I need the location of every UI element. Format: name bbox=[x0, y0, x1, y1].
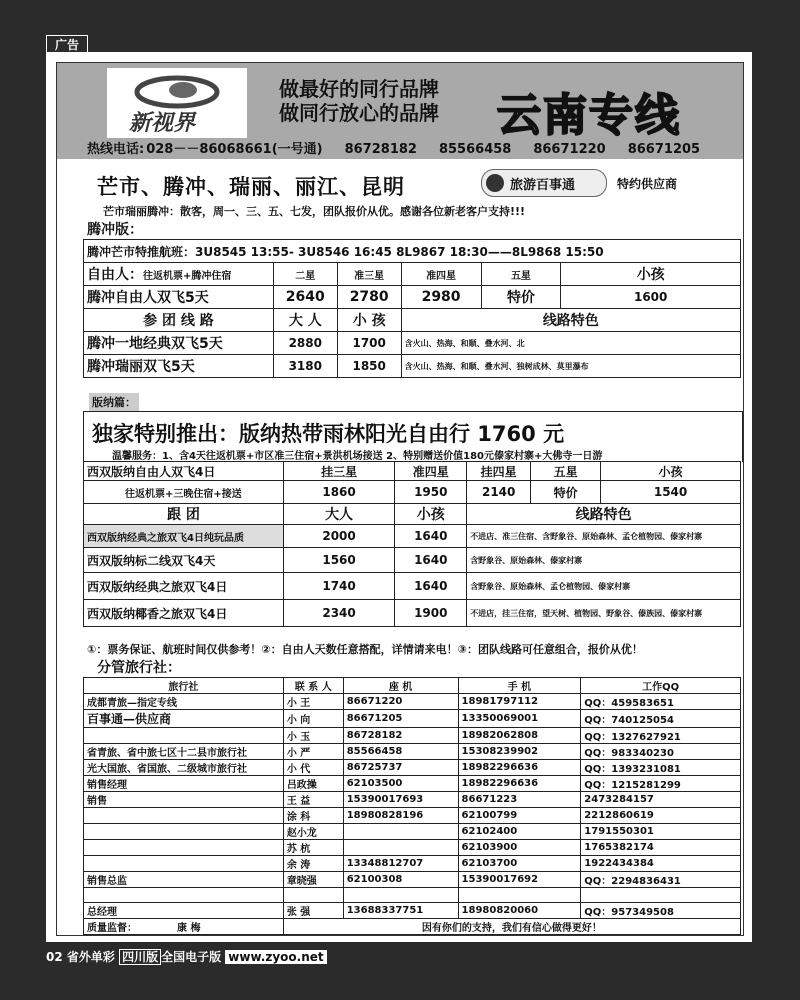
flight-info: 腾冲芒市特推航班：3U8545 13:55- 3U8546 16:45 8L9867 18:30——8L9868 15:50 bbox=[84, 240, 741, 263]
landline-cell: 86671220 bbox=[343, 694, 458, 710]
qq-cell: 2473284157 bbox=[581, 792, 741, 808]
price: 1540 bbox=[601, 481, 741, 504]
mobile-cell: 15390017692 bbox=[458, 872, 581, 888]
price: 1740 bbox=[283, 573, 395, 600]
agency-cell: 成都青旅—指定专线 bbox=[84, 694, 284, 710]
table-row bbox=[84, 808, 741, 824]
hotline bbox=[87, 138, 722, 157]
brand-title: 云南专线 bbox=[497, 90, 681, 141]
slogan-line-1: 做最好的同行品牌 bbox=[279, 77, 439, 101]
table-header: 挂三星 bbox=[283, 462, 395, 481]
agency-cell: 光大国旅、省国旅、二级城市旅行社 bbox=[84, 760, 284, 776]
brand-logo bbox=[107, 68, 247, 138]
route-feature: 不进店，挂三住宿，望天树、植物园、野象谷、傣族园、傣家村寨 bbox=[467, 600, 741, 627]
hotline-phone: 028－－86068661(一号通) bbox=[146, 142, 323, 157]
table-row bbox=[84, 776, 741, 792]
ad-tag: 广告 bbox=[46, 35, 88, 55]
qq-cell: 1922434384 bbox=[581, 856, 741, 872]
table-header: 线路特色 bbox=[467, 504, 741, 525]
price: 特价 bbox=[481, 286, 561, 309]
table-row bbox=[84, 710, 741, 728]
qq-cell: QQ：983340230 bbox=[581, 744, 741, 760]
header-banner bbox=[57, 63, 743, 159]
contact-cell: 张 强 bbox=[283, 903, 343, 919]
hotline-phone: 85566458 bbox=[438, 142, 512, 157]
logo-text: 新视界 bbox=[129, 110, 196, 136]
qq-cell: QQ：1215281299 bbox=[581, 776, 741, 792]
table-row bbox=[84, 548, 741, 573]
table-row bbox=[84, 309, 741, 332]
landline-cell bbox=[343, 824, 458, 840]
table-header: 准三星 bbox=[337, 263, 401, 286]
contact-cell: 赵小龙 bbox=[283, 824, 343, 840]
price: 1860 bbox=[283, 481, 395, 504]
table-header: 五星 bbox=[481, 263, 561, 286]
contact-cell: 余 涛 bbox=[283, 856, 343, 872]
promo-service: 温馨服务：1、含4天往返机票+市区准三住宿+景洪机场接送 2、特别赠送价值180元傣家村寨+大佛寺一日游 bbox=[112, 451, 603, 462]
table-header: 联 系 人 bbox=[283, 678, 343, 694]
agencies-table bbox=[83, 677, 741, 935]
landline-cell bbox=[343, 840, 458, 856]
mobile-cell: 62103900 bbox=[458, 840, 581, 856]
table-row bbox=[84, 462, 741, 481]
hotline-phone: 86671220 bbox=[533, 142, 606, 157]
contact-cell: 小 向 bbox=[283, 710, 343, 728]
table-row bbox=[84, 678, 741, 694]
price: 2980 bbox=[401, 286, 481, 309]
landline-cell: 62100308 bbox=[343, 872, 458, 888]
ad-page bbox=[46, 52, 752, 942]
route-feature: 不进店、准三住宿、含野象谷、原始森林、孟仑植物园、傣家村寨 bbox=[467, 525, 741, 548]
agency-cell: 销售经理 bbox=[84, 776, 284, 792]
price: 1600 bbox=[561, 286, 741, 309]
route-name: 西双版纳标二线双飞4天 bbox=[84, 548, 284, 573]
table-row bbox=[84, 694, 741, 710]
landline-cell: 85566458 bbox=[343, 744, 458, 760]
price: 3180 bbox=[273, 355, 337, 378]
free-label-cell bbox=[84, 263, 274, 286]
qq-cell: 1791550301 bbox=[581, 824, 741, 840]
table-header: 五星 bbox=[531, 462, 601, 481]
route-feature: 含野象谷、原始森林、孟仑植物园、傣家村寨 bbox=[467, 573, 741, 600]
hotline-label: 热线电话: bbox=[87, 142, 145, 157]
contact-cell: 吕政操 bbox=[283, 776, 343, 792]
contact-cell: 涂 科 bbox=[283, 808, 343, 824]
price: 1640 bbox=[395, 525, 467, 548]
price: 1900 bbox=[395, 600, 467, 627]
qq-cell: QQ：1327627921 bbox=[581, 728, 741, 744]
table-row bbox=[84, 888, 741, 903]
route-name: 腾冲一地经典双飞5天 bbox=[84, 332, 274, 355]
edition-label: 四川版 bbox=[119, 949, 161, 965]
table-row bbox=[84, 792, 741, 808]
table-header: 准四星 bbox=[401, 263, 481, 286]
qq-cell: 1765382174 bbox=[581, 840, 741, 856]
table-row bbox=[84, 573, 741, 600]
mobile-cell: 18980820060 bbox=[458, 903, 581, 919]
qq-cell bbox=[581, 888, 741, 903]
route-feature: 含火山、热海、和顺、叠水河、独树成林、莫里瀑布 bbox=[401, 355, 740, 378]
mobile-cell: 18982296636 bbox=[458, 760, 581, 776]
agency-cell bbox=[84, 728, 284, 744]
landline-cell: 86725737 bbox=[343, 760, 458, 776]
hotline-phone: 86728182 bbox=[344, 142, 417, 157]
table-row bbox=[84, 840, 741, 856]
route-feature: 含野象谷、原始森林、傣家村寨 bbox=[467, 548, 741, 573]
table-row bbox=[84, 760, 741, 776]
qq-cell: QQ：1393231081 bbox=[581, 760, 741, 776]
partner-logo-text: 旅游百事通 bbox=[510, 178, 576, 193]
table-header: 工作QQ bbox=[581, 678, 741, 694]
landline-cell: 15390017693 bbox=[343, 792, 458, 808]
table-header: 座 机 bbox=[343, 678, 458, 694]
landline-cell: 86728182 bbox=[343, 728, 458, 744]
landline-cell: 13688337751 bbox=[343, 903, 458, 919]
table-row bbox=[84, 872, 741, 888]
table-row bbox=[84, 481, 741, 504]
destinations: 芒市、腾冲、瑞丽、丽江、昆明 bbox=[97, 175, 405, 199]
table-row bbox=[84, 744, 741, 760]
route-name: 西双版纳经典之旅双飞4日 bbox=[84, 573, 284, 600]
banna-table bbox=[83, 461, 741, 627]
price: 1950 bbox=[395, 481, 467, 504]
supervisor-label: 质量监督： bbox=[87, 923, 137, 934]
mobile-cell: 18981797112 bbox=[458, 694, 581, 710]
table-header: 手 机 bbox=[458, 678, 581, 694]
agency-cell bbox=[84, 840, 284, 856]
contact-cell: 章晓强 bbox=[283, 872, 343, 888]
table-row bbox=[84, 856, 741, 872]
route-feature: 含火山、热海、和顺、叠水河、北 bbox=[401, 332, 740, 355]
partner-logo-icon bbox=[486, 174, 504, 192]
section-label-tengchong: 腾冲版： bbox=[87, 222, 143, 238]
contact-cell: 小 玉 bbox=[283, 728, 343, 744]
agency-cell: 销售总监 bbox=[84, 872, 284, 888]
tengchong-table bbox=[83, 239, 741, 378]
contact-cell: 小 代 bbox=[283, 760, 343, 776]
table-row bbox=[84, 903, 741, 919]
contact-cell: 小 王 bbox=[283, 694, 343, 710]
table-row bbox=[84, 286, 741, 309]
mobile-cell: 13350069001 bbox=[458, 710, 581, 728]
table-row bbox=[84, 824, 741, 840]
price: 2140 bbox=[467, 481, 531, 504]
promo-box bbox=[83, 411, 743, 462]
table-header: 旅行社 bbox=[84, 678, 284, 694]
contact-cell: 苏 杭 bbox=[283, 840, 343, 856]
mobile-cell: 18982062808 bbox=[458, 728, 581, 744]
agency-cell: 销售 bbox=[84, 792, 284, 808]
table-header: 大人 bbox=[283, 504, 395, 525]
table-header: 跟 团 bbox=[84, 504, 284, 525]
section-label-agencies: 分管旅行社： bbox=[97, 660, 181, 676]
qq-cell: QQ：957349508 bbox=[581, 903, 741, 919]
ad-content bbox=[56, 62, 744, 936]
qq-cell: QQ：2294836431 bbox=[581, 872, 741, 888]
price: 2780 bbox=[337, 286, 401, 309]
agency-cell: 总经理 bbox=[84, 903, 284, 919]
page-number: 02 省外单彩 bbox=[46, 950, 115, 964]
route-name: 西双版纳椰香之旅双飞4日 bbox=[84, 600, 284, 627]
table-row bbox=[84, 240, 741, 263]
table-row bbox=[84, 728, 741, 744]
table-row bbox=[84, 263, 741, 286]
qq-cell: QQ：740125054 bbox=[581, 710, 741, 728]
contact-cell bbox=[283, 888, 343, 903]
agency-cell: 省青旅、省中旅七区十二县市旅行社 bbox=[84, 744, 284, 760]
mobile-cell: 62103700 bbox=[458, 856, 581, 872]
price: 1700 bbox=[337, 332, 401, 355]
agency-cell bbox=[84, 808, 284, 824]
supervisor-cell bbox=[84, 919, 284, 935]
price: 2340 bbox=[283, 600, 395, 627]
mobile-cell: 62102400 bbox=[458, 824, 581, 840]
supplier-label: 特约供应商 bbox=[617, 177, 678, 191]
agency-cell bbox=[84, 856, 284, 872]
contact-cell: 小 严 bbox=[283, 744, 343, 760]
agency-cell: 百事通—供应商 bbox=[84, 710, 284, 728]
supervisor-name: 康 梅 bbox=[177, 923, 201, 934]
slogan-line-2: 做同行放心的品牌 bbox=[279, 101, 439, 125]
table-row bbox=[84, 525, 741, 548]
price: 1850 bbox=[337, 355, 401, 378]
slogan bbox=[279, 77, 439, 125]
qq-cell: 2212860619 bbox=[581, 808, 741, 824]
price: 2640 bbox=[273, 286, 337, 309]
free-note: 往返机票+三晚住宿+接送 bbox=[84, 481, 284, 504]
table-row bbox=[84, 504, 741, 525]
national-label: 全国电子版 bbox=[161, 950, 222, 964]
mobile-cell bbox=[458, 888, 581, 903]
free-label: 自由人： bbox=[87, 267, 143, 283]
agency-cell bbox=[84, 824, 284, 840]
table-row bbox=[84, 332, 741, 355]
contact-cell: 王 益 bbox=[283, 792, 343, 808]
table-row bbox=[84, 355, 741, 378]
price: 1560 bbox=[283, 548, 395, 573]
promo-headline: 独家特别推出：版纳热带雨林阳光自由行 1760 元 bbox=[92, 422, 565, 446]
website-link[interactable]: www.zyoo.net bbox=[225, 950, 326, 964]
mobile-cell: 18982296636 bbox=[458, 776, 581, 792]
table-header: 准四星 bbox=[395, 462, 467, 481]
free-note: 往返机票+腾冲住宿 bbox=[143, 271, 232, 282]
table-header: 线路特色 bbox=[401, 309, 740, 332]
price: 1640 bbox=[395, 573, 467, 600]
section-label-banna: 版纳篇： bbox=[89, 393, 139, 411]
table-header: 大 人 bbox=[273, 309, 337, 332]
table-row bbox=[84, 600, 741, 627]
partner-logo bbox=[481, 169, 607, 197]
price: 特价 bbox=[531, 481, 601, 504]
notice: 芒市瑞丽腾冲：散客，周一、三、五、七发，团队报价从优。感谢各位新老客户支持!!! bbox=[103, 205, 526, 218]
qq-cell: QQ：459583651 bbox=[581, 694, 741, 710]
table-header: 二星 bbox=[273, 263, 337, 286]
price: 2000 bbox=[283, 525, 395, 548]
table-header: 小 孩 bbox=[337, 309, 401, 332]
landline-cell: 86671205 bbox=[343, 710, 458, 728]
hotline-phone: 86671205 bbox=[627, 142, 701, 157]
table-row bbox=[84, 919, 741, 935]
landline-cell: 13348812707 bbox=[343, 856, 458, 872]
footnote: ①：票务保证、航班时间仅供参考！②：自由人天数任意搭配，详情请来电！③：团队线路可任意组合，报价从优！ bbox=[87, 643, 643, 656]
table-header: 参 团 线 路 bbox=[84, 309, 274, 332]
route-name: 西双版纳经典之旅双飞4日纯玩品质 bbox=[84, 525, 284, 548]
route-name: 腾冲自由人双飞5天 bbox=[84, 286, 274, 309]
mobile-cell: 15308239902 bbox=[458, 744, 581, 760]
supervisor-note: 因有你们的支持，我们有信心做得更好！ bbox=[283, 919, 740, 935]
mobile-cell: 62100799 bbox=[458, 808, 581, 824]
landline-cell: 18980828196 bbox=[343, 808, 458, 824]
table-header: 小孩 bbox=[601, 462, 741, 481]
landline-cell: 62103500 bbox=[343, 776, 458, 792]
table-header: 小孩 bbox=[561, 263, 741, 286]
mobile-cell: 86671223 bbox=[458, 792, 581, 808]
page-footer bbox=[46, 948, 327, 965]
price: 2880 bbox=[273, 332, 337, 355]
landline-cell bbox=[343, 888, 458, 903]
price: 1640 bbox=[395, 548, 467, 573]
route-name: 西双版纳自由人双飞4日 bbox=[84, 462, 284, 481]
route-name: 腾冲瑞丽双飞5天 bbox=[84, 355, 274, 378]
table-header: 小孩 bbox=[395, 504, 467, 525]
table-header: 挂四星 bbox=[467, 462, 531, 481]
agency-cell bbox=[84, 888, 284, 903]
